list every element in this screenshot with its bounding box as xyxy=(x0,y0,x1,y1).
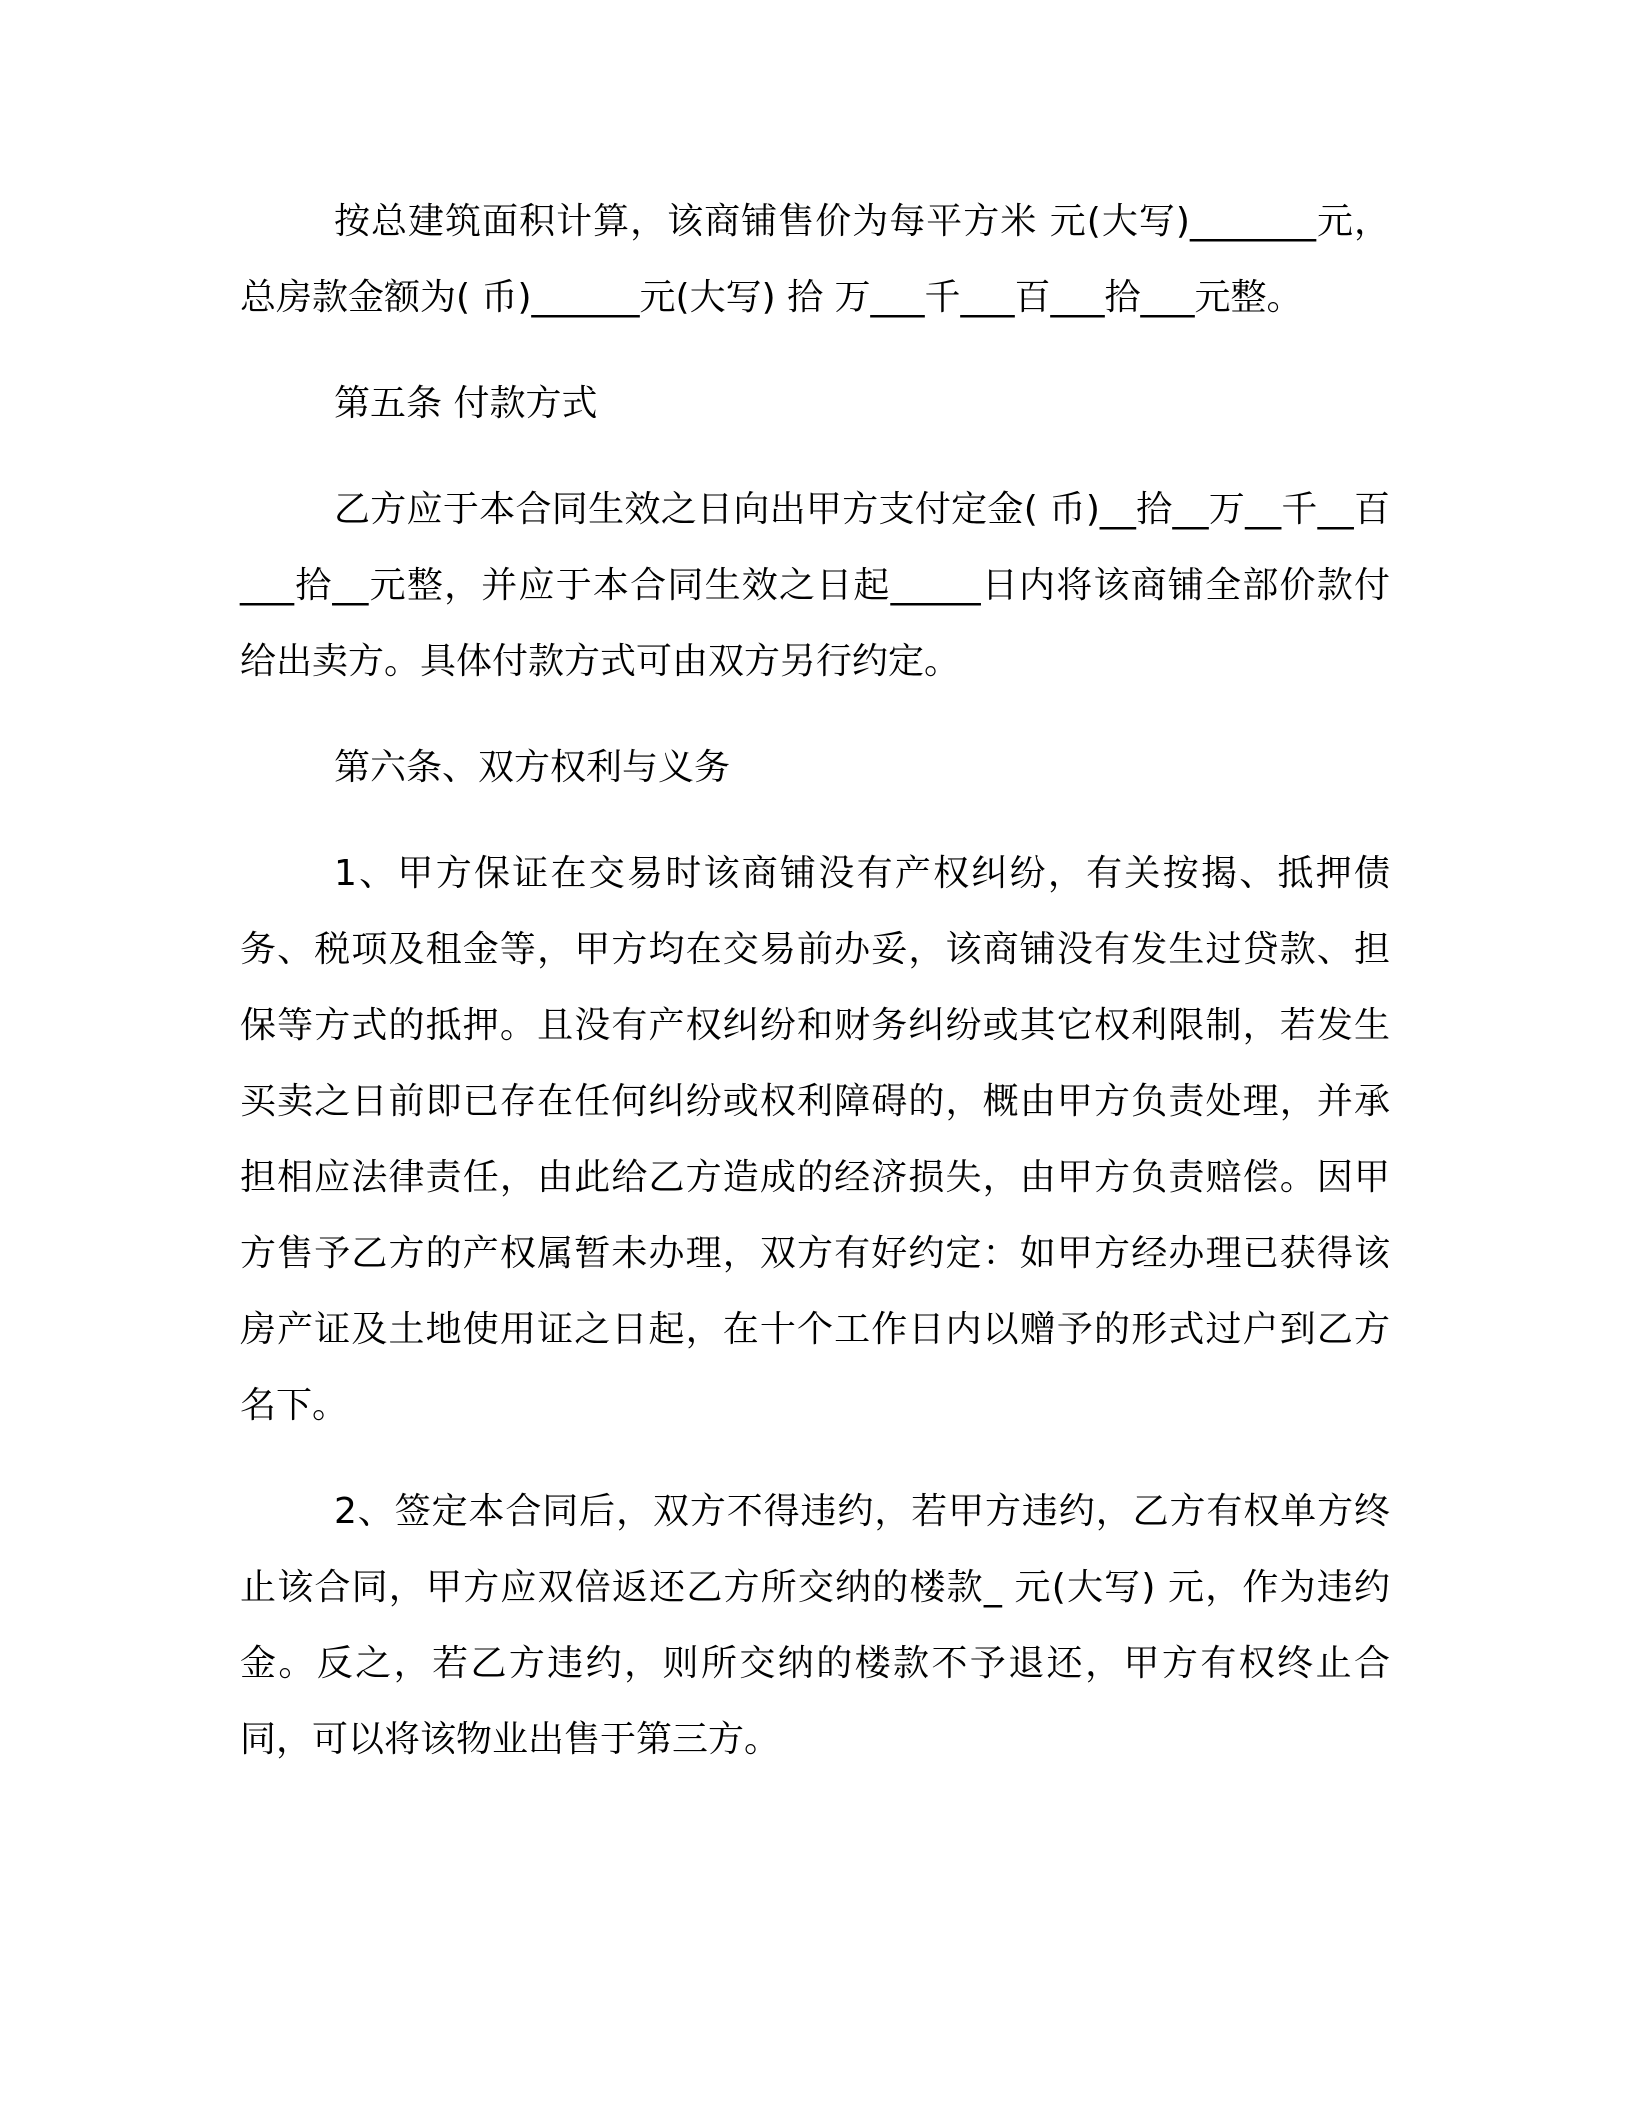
paragraph-price: 按总建筑面积计算，该商铺售价为每平方米 元(大写)_______元，总房款金额为( 币)______元(大写) 拾 万___千___百___拾___元整。 xyxy=(240,201,1390,318)
heading-article-6: 第六条、双方权利与义务 xyxy=(334,747,731,788)
clause-2: 2、签定本合同后，双方不得违约，若甲方违约，乙方有权单方终止该合同，甲方应双倍返还乙方所交纳的楼款_ 元(大写) 元，作为违约金。反之，若乙方违约，则所交纳的楼款不予退还，甲方有权终止合同，可以将该物业出售于第三方。 xyxy=(240,1491,1390,1760)
paragraph-payment: 乙方应于本合同生效之日向出甲方支付定金( 币)__拾__万__千__百___拾__元整，并应于本合同生效之日起_____日内将该商铺全部价款付给出卖方。具体付款方式可由双方另行约定。 xyxy=(240,489,1390,682)
clause-1: 1、甲方保证在交易时该商铺没有产权纠纷，有关按揭、抵押债务、税项及租金等，甲方均在交易前办妥，该商铺没有发生过贷款、担保等方式的抵押。且没有产权纠纷和财务纠纷或其它权利限制，若发生买卖之日前即已存在任何纠纷或权利障碍的，概由甲方负责处理，并承担相应法律责任，由此给乙方造成的经济损失，由甲方负责赔偿。因甲方售予乙方的产权属暂未办理，双方有好约定：如甲方经办理已获得该房产证及土地使用证之日起，在十个工作日内以赠予的形式过户到乙方名下。 xyxy=(240,853,1390,1426)
document-page xyxy=(240,184,1390,1778)
heading-article-5: 第五条 付款方式 xyxy=(334,383,598,424)
